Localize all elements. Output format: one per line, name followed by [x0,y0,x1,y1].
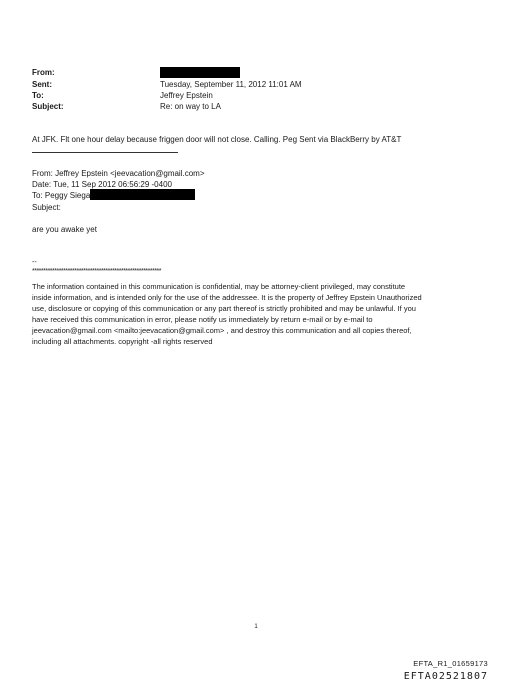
divider-line [32,152,178,153]
redaction-box [160,67,240,78]
sent-value: Tuesday, September 11, 2012 11:01 AM [160,80,302,89]
quoted-to-row [32,191,195,201]
reply-body: At JFK. Flt one hour delay because friggen door will not close. Calling. Peg Sent via BlackBerry by AT&T [32,135,402,144]
quoted-body: are you awake yet [32,225,97,234]
header-from-row [32,68,492,78]
header-subject-row [32,102,492,112]
header-sent-row [32,80,492,90]
bates-number-primary: EFTA_R1_01659173 [413,659,488,668]
redaction-box [90,189,195,200]
quoted-subject: Subject: [32,203,61,212]
quoted-date: Date: Tue, 11 Sep 2012 06:56:29 -0400 [32,180,172,189]
to-value: Jeffrey Epstein [160,91,213,100]
disclaimer-line: including all attachments. copyright -all rights reserved [32,337,213,346]
asterisk-separator: ********************************************************** [32,268,161,275]
disclaimer-line: The information contained in this communication is confidential, may be attorney-client privileged, may constitute [32,282,406,291]
subject-value: Re: on way to LA [160,102,221,111]
disclaimer-line: inside information, and is intended only for the use of the addressee. It is the property of Jeffrey Epstein Unauthorized [32,293,422,302]
disclaimer-line: jeevacation@gmail.com <mailto:jeevacation@gmail.com> , and destroy this communication and all copies thereof, [32,326,412,335]
subject-label: Subject: [32,102,64,111]
quoted-to: To: Peggy Siega [32,191,91,200]
header-to-row [32,91,492,101]
from-label: From: [32,68,55,77]
bates-number-secondary: EFTA02521807 [403,671,488,682]
disclaimer-line: use, disclosure or copying of this communication or any part thereof is strictly prohibited and may be unlawful. If you [32,304,416,313]
sent-label: Sent: [32,80,52,89]
page-number: 1 [254,624,258,630]
to-label: To: [32,91,44,100]
disclaimer [32,281,482,347]
quoted-from: From: Jeffrey Epstein <jeevacation@gmail.com> [32,169,205,178]
disclaimer-line: have received this communication in error, please notify us immediately by return e-mail or by e-mail to [32,315,373,324]
signature-dashes: -- [32,259,37,266]
